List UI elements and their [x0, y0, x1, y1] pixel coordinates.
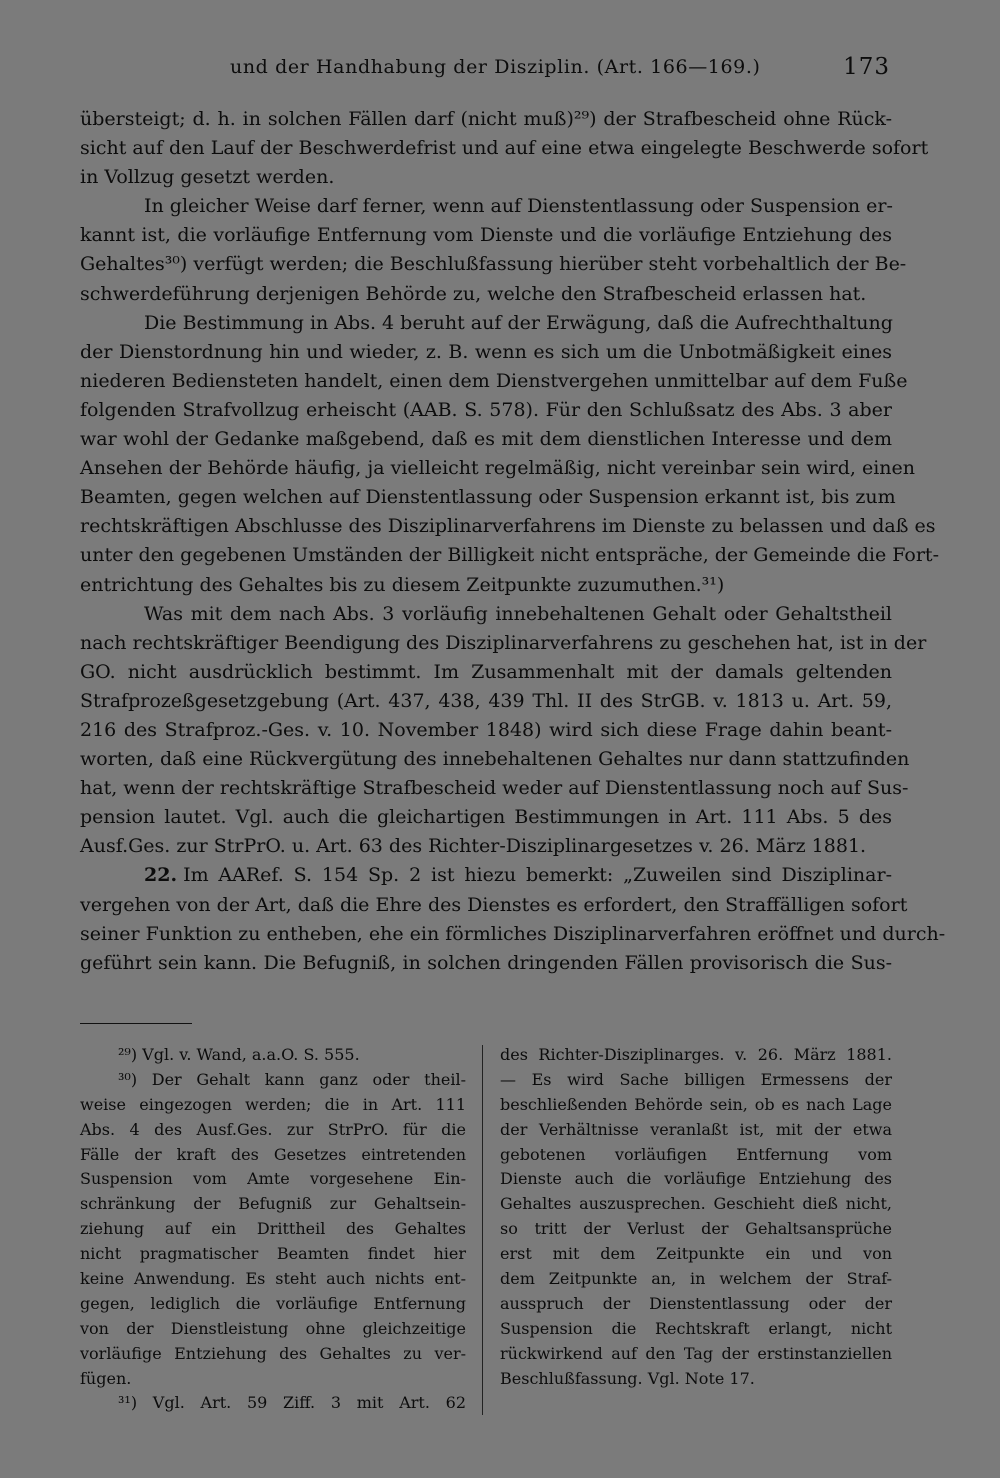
- text-line-content: Im AARef. S. 154 Sp. 2 ist hiezu bemerkt: „Zuweilen sind Disziplinar-: [183, 864, 892, 887]
- footnote-line: ziehung auf ein Drittheil des Gehaltes: [80, 1219, 466, 1239]
- text-line: Ausf.Ges. zur StrPrO. u. Art. 63 des Richter-Disziplinargesetzes v. 26. März 1881.: [80, 835, 867, 858]
- text-line: der Dienstordnung hin und wieder, z. B. wenn es sich um die Unbotmäßigkeit eines: [80, 340, 892, 363]
- text-line: geführt sein kann. Die Befugniß, in solchen dringenden Fällen provisorisch die Sus-: [80, 951, 892, 974]
- footnote-line: rückwirkend auf den Tag der erstinstanziellen: [500, 1343, 892, 1363]
- page-number: 173: [843, 54, 890, 80]
- text-line: Gehaltes³⁰) verfügt werden; die Beschlußfassung hierüber steht vorbehaltlich der Be-: [80, 253, 907, 276]
- text-line: vergehen von der Art, daß die Ehre des Dienstes es erfordert, den Straffälligen sofort: [80, 893, 908, 916]
- text-line: seiner Funktion zu entheben, ehe ein förmliches Disziplinarverfahren eröffnet und durch-: [80, 922, 946, 945]
- text-line: Ansehen der Behörde häufig, ja vielleicht regelmäßig, nicht vereinbar sein wird, einen: [80, 457, 916, 480]
- text-line: folgenden Strafvollzug erheischt (AAB. S. 578). Für den Schlußsatz des Abs. 3 aber: [80, 398, 892, 421]
- footnote-line: des Richter-Disziplinarges. v. 26. März 1881.: [500, 1045, 892, 1064]
- text-line: [80, 861, 892, 890]
- footnote-line: gegen, lediglich die vorläufige Entfernung: [80, 1293, 466, 1313]
- footnote-line: schränkung der Befugniß zur Gehaltsein-: [80, 1194, 466, 1214]
- text-line: pension lautet. Vgl. auch die gleichartigen Bestimmungen in Art. 111 Abs. 5 des: [80, 806, 892, 829]
- footnote-line: — Es wird Sache billigen Ermessens der: [500, 1069, 892, 1089]
- text-line: Die Bestimmung in Abs. 4 beruht auf der Erwägung, daß die Aufrechthaltung: [144, 311, 893, 334]
- text-line: war wohl der Gedanke maßgebend, daß es mit dem dienstlichen Interesse und dem: [80, 428, 892, 451]
- section-number: 22.: [144, 864, 178, 887]
- footnote-line: Beschlußfassung. Vgl. Note 17.: [500, 1368, 755, 1388]
- text-line: in Vollzug gesetzt werden.: [80, 166, 335, 189]
- text-line: kannt ist, die vorläufige Entfernung vom Dienste und die vorläufige Entziehung des: [80, 224, 892, 247]
- text-line: Strafprozeßgesetzgebung (Art. 437, 438, 439 Thl. II des StrGB. v. 1813 u. Art. 59,: [80, 689, 892, 712]
- footnote-line: dem Zeitpunkte an, in welchem der Straf-: [500, 1269, 892, 1289]
- footnote-line: gebotenen vorläufigen Entfernung vom: [500, 1144, 892, 1164]
- footnote-line: keine Anwendung. Es steht auch nichts ent-: [80, 1269, 466, 1289]
- footnote-line: Suspension vom Amte vorgesehene Ein-: [80, 1169, 466, 1189]
- footnote-rule: [80, 1023, 192, 1024]
- footnote-line: ³¹) Vgl. Art. 59 Ziff. 3 mit Art. 62: [118, 1393, 466, 1413]
- footnote-line: weise eingezogen werden; die in Art. 111: [80, 1094, 466, 1114]
- text-line: Beamten, gegen welchen auf Dienstentlassung oder Suspension erkannt ist, bis zum: [80, 486, 896, 509]
- text-line: entrichtung des Gehaltes bis zu diesem Zeitpunkte zuzumuthen.³¹): [80, 573, 725, 596]
- main-text: [80, 105, 946, 978]
- footnote-line: Dienste auch die vorläufige Entziehung des: [500, 1169, 892, 1189]
- running-title: und der Handhabung der Disziplin. (Art. 166—169.): [230, 56, 761, 78]
- footnote-line: Fälle der kraft des Gesetzes eintretenden: [80, 1144, 466, 1164]
- text-line: sicht auf den Lauf der Beschwerdefrist und auf eine etwa eingelegte Beschwerde sofort: [80, 137, 929, 160]
- footnote-line: ²⁹) Vgl. v. Wand, a.a.O. S. 555.: [118, 1045, 360, 1064]
- footnote-line: so tritt der Verlust der Gehaltsansprüche: [500, 1219, 892, 1239]
- footnote-line: der Verhältnisse veranlaßt ist, mit der etwa: [500, 1119, 892, 1139]
- column-divider: [482, 1045, 483, 1415]
- text-line: nach rechtskräftiger Beendigung des Disziplinarverfahrens zu geschehen hat, ist in der: [80, 631, 927, 654]
- text-line: niederen Bediensteten handelt, einen dem Dienstvergehen unmittelbar auf dem Fuße: [80, 369, 908, 392]
- footnote-line: nicht pragmatischer Beamten findet hier: [80, 1244, 466, 1264]
- footnote-line: ³⁰) Der Gehalt kann ganz oder theil-: [118, 1069, 466, 1089]
- text-line: unter den gegebenen Umständen der Billigkeit nicht entspräche, der Gemeinde die Fort-: [80, 544, 939, 567]
- text-line: worten, daß eine Rückvergütung des innebehaltenen Gehaltes nur dann stattzufinden: [80, 748, 910, 771]
- text-line: In gleicher Weise darf ferner, wenn auf Dienstentlassung oder Suspension er-: [144, 195, 893, 218]
- text-line: schwerdeführung derjenigen Behörde zu, welche den Strafbescheid erlassen hat.: [80, 282, 867, 305]
- footnote-line: Gehaltes auszusprechen. Geschieht dieß nicht,: [500, 1194, 892, 1214]
- text-line: hat, wenn der rechtskräftige Strafbescheid weder auf Dienstentlassung noch auf Sus-: [80, 777, 909, 800]
- running-head: [0, 50, 1000, 84]
- footnote-line: von der Dienstleistung ohne gleichzeitige: [80, 1318, 466, 1338]
- footnote-line: Abs. 4 des Ausf.Ges. zur StrPrO. für die: [80, 1119, 466, 1139]
- text-line: GO. nicht ausdrücklich bestimmt. Im Zusammenhalt mit der damals geltenden: [80, 660, 892, 683]
- footnote-line: Suspension die Rechtskraft erlangt, nicht: [500, 1318, 892, 1338]
- footnote-line: fügen.: [80, 1368, 132, 1388]
- text-line: 216 des Strafproz.-Ges. v. 10. November 1848) wird sich diese Frage dahin beant-: [80, 718, 892, 741]
- text-line: Was mit dem nach Abs. 3 vorläufig innebehaltenen Gehalt oder Gehaltstheil: [144, 602, 892, 625]
- footnote-line: ausspruch der Dienstentlassung oder der: [500, 1293, 892, 1313]
- text-line: rechtskräftigen Abschlusse des Disziplinarverfahrens im Dienste zu belassen und daß es: [80, 515, 936, 538]
- text-line: übersteigt; d. h. in solchen Fällen darf (nicht muß)²⁹) der Strafbescheid ohne Rück-: [80, 108, 892, 130]
- footnote-line: erst mit dem Zeitpunkte ein und von: [500, 1244, 892, 1264]
- footnotes-right-column: [500, 1043, 892, 1391]
- footnote-line: beschließenden Behörde sein, ob es nach Lage: [500, 1094, 892, 1114]
- footnote-line: vorläufige Entziehung des Gehaltes zu ver-: [80, 1343, 466, 1363]
- footnotes-left-column: [80, 1043, 466, 1416]
